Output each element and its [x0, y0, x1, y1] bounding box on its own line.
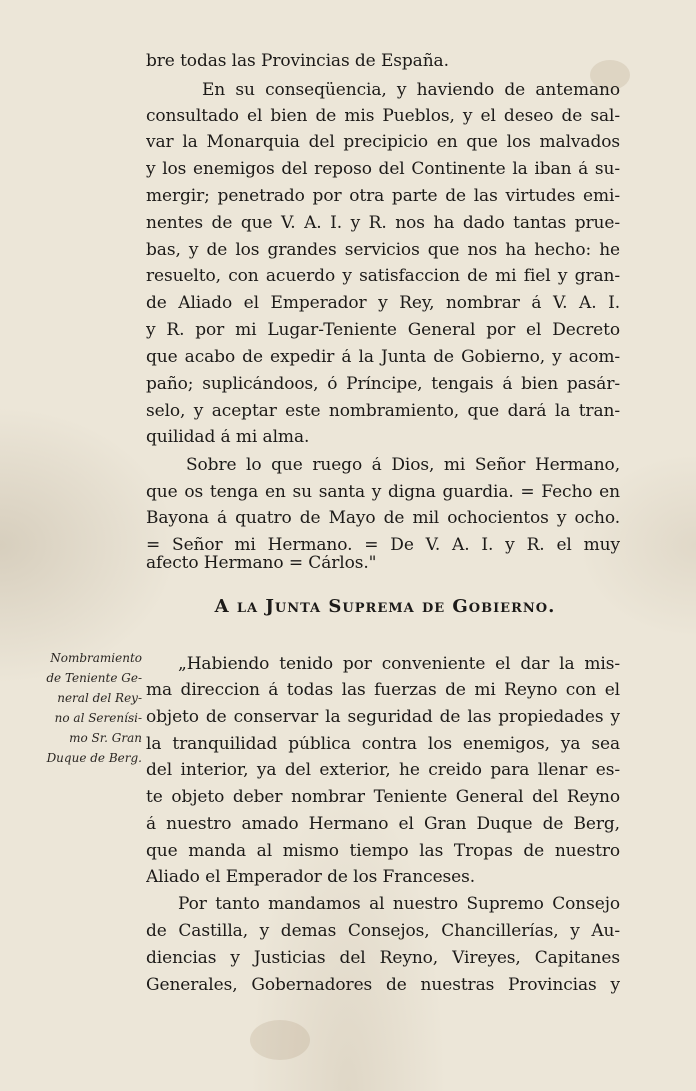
- body-line: resuelto, con acuerdo y satisfaccion de mi fiel y gran-: [146, 268, 620, 285]
- margin-note-line: no al Serenísi-: [54, 711, 142, 725]
- body-line: de Aliado el Emperador y Rey, nombrar á V. A. I.: [146, 295, 620, 312]
- decree-line: Aliado el Emperador de los Franceses.: [146, 869, 476, 886]
- body-line: quilidad á mi alma.: [146, 429, 310, 446]
- body-line: Sobre lo que ruego á Dios, mi Señor Hermano,: [186, 457, 620, 474]
- body-line: Bayona á quatro de Mayo de mil ochocientos y ocho.: [146, 510, 620, 527]
- body-line: paño; suplicándoos, ó Príncipe, tengais á bien pasár-: [146, 376, 620, 393]
- body-line: que os tenga en su santa y digna guardia. = Fecho en: [146, 484, 620, 501]
- decree-line: objeto de conservar la seguridad de las propiedades y: [146, 709, 620, 726]
- body-line: bas, y de los grandes servicios que nos ha hecho: he: [146, 242, 620, 259]
- decree-line: del interior, ya del exterior, he creido para llenar es-: [146, 762, 620, 779]
- margin-note-line: Duque de Berg.: [46, 751, 142, 765]
- body-line: var la Monarquia del precipicio en que los malvados: [146, 134, 620, 151]
- body-line: mergir; penetrado por otra parte de las virtudes emi-: [146, 188, 620, 205]
- margin-note-line: mo Sr. Gran: [69, 731, 142, 745]
- decree-line: „Habiendo tenido por conveniente el dar la mis-: [178, 656, 620, 673]
- body-line: consultado el bien de mis Pueblos, y el deseo de sal-: [146, 108, 620, 125]
- decree-line: Por tanto mandamos al nuestro Supremo Consejo: [178, 896, 620, 913]
- decree-line: á nuestro amado Hermano el Gran Duque de Berg,: [146, 816, 620, 833]
- decree-line: la tranquilidad pública contra los enemigos, ya sea: [146, 736, 620, 753]
- decree-line: ma direccion á todas las fuerzas de mi Reyno con el: [146, 682, 620, 699]
- body-line: En su conseqüencia, y haviendo de antemano: [202, 82, 620, 99]
- margin-note-line: neral del Rey-: [57, 691, 142, 705]
- margin-note-line: Nombramiento: [50, 651, 142, 665]
- decree-line: de Castilla, y demas Consejos, Chancillerías, y Au-: [146, 923, 620, 940]
- body-line: y los enemigos del reposo del Continente la iban á su-: [146, 161, 620, 178]
- decree-line: diencias y Justicias del Reyno, Vireyes, Capitanes: [146, 950, 620, 967]
- body-line: que acabo de expedir á la Junta de Gobierno, y acom-: [146, 349, 620, 366]
- body-line: afecto Hermano = Cárlos.": [146, 555, 377, 572]
- section-heading: A la Junta Suprema de Gobierno.: [214, 596, 556, 617]
- decree-line: Generales, Gobernadores de nuestras Provincias y: [146, 977, 620, 994]
- body-line: y R. por mi Lugar-Teniente General por el Decreto: [146, 322, 620, 339]
- body-line: bre todas las Provincias de España.: [146, 53, 449, 70]
- margin-note-line: de Teniente Ge-: [46, 671, 142, 685]
- decree-line: que manda al mismo tiempo las Tropas de nuestro: [146, 843, 620, 860]
- paper-stain: [250, 1020, 310, 1060]
- body-line: nentes de que V. A. I. y R. nos ha dado tantas prue-: [146, 215, 620, 232]
- decree-line: te objeto deber nombrar Teniente General del Reyno: [146, 789, 620, 806]
- body-line: selo, y aceptar este nombramiento, que dará la tran-: [146, 403, 620, 420]
- body-line: = Señor mi Hermano. = De V. A. I. y R. el muy: [146, 537, 620, 554]
